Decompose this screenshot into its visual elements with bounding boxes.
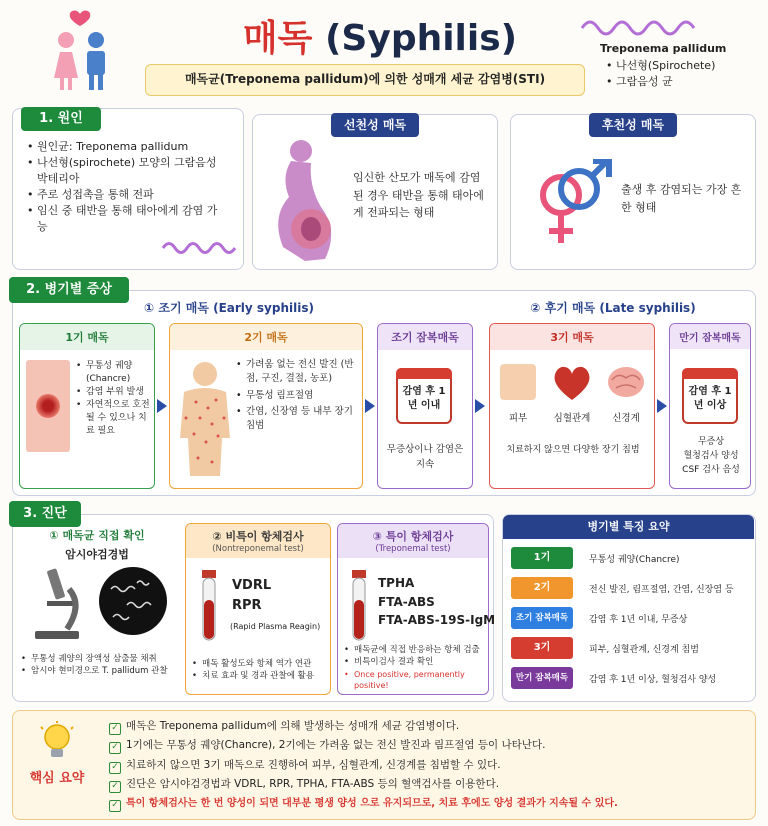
stage-late-latent-list: 무증상 혈청검사 양성 CSF 검사 음성 [682,437,740,475]
direct-subtitle: 암시야검경법 [65,548,129,561]
summary-table [502,514,756,702]
rash-body-icon [178,358,232,478]
stage-primary-item: • 감염 부위 발생 [76,386,154,399]
nontreponemal-tests: VDRL RPR [232,578,272,613]
darkfield-view-icon [97,565,169,637]
congenital-card [252,114,498,270]
couple-icon [44,8,116,92]
blood-tube-icon [198,568,220,644]
cause-item: • 원인균: Treponema pallidum [27,139,227,155]
section-badge-diagnosis: 3. 진단 [9,501,81,527]
diagnosis-card [12,506,496,702]
treponemal-item: • 매독균에 직접 반응하는 항체 검출 [344,644,488,656]
stage-late-latent [669,323,751,489]
arrow-right-icon [157,399,167,413]
stage-secondary-item: • 간염, 신장염 등 내부 장기 침범 [236,405,360,433]
calendar-icon: 감염 후 1년 이상 [682,368,738,424]
checkbox-icon: ✓ [109,781,121,793]
page-title: 매독 (Syphilis) [242,18,518,59]
direct-title: ① 매독균 직접 확인 [49,529,145,542]
microscope-icon [27,565,87,641]
arrow-right-icon [657,399,667,413]
stage-early-latent-title: 조기 잠복매독 [378,324,472,350]
summary-row: 조기 잠복매독 감염 후 1년 이내, 무증상 [511,607,749,631]
key-summary-item: ✓ 매독은 Treponema pallidum에 의해 발생하는 성매개 세균 감염병이다. [109,717,749,736]
nontreponemal-panel [185,523,331,695]
key-summary [12,710,756,820]
stage-secondary-item: • 가려움 없는 전신 발진 (반점, 구진, 결절, 농포) [236,358,360,386]
stage-late-latent-title: 만기 잠복매독 [670,324,750,349]
spirochete-icon [161,237,239,259]
stage-tertiary-title: 3기 매독 [490,324,654,350]
blood-tube-icon [348,568,370,644]
stage-early-latent [377,323,473,489]
heart-organ-icon [552,362,592,402]
treponemal-highlight: • Once positive, permanently positive! [344,669,488,692]
stage-tertiary [489,323,655,489]
key-summary-item: ✓ 1기에는 무통성 궤양(Chancre), 2기에는 가려움 없는 전신 발진과 림프절염 등이 나타난다. [109,736,749,755]
congenital-text: 임신한 산모가 매독에 감염된 경우 태반을 통해 태아에게 전파되는 형태 [353,171,484,220]
acquired-card [510,114,756,270]
stage-primary-title: 1기 매독 [20,324,154,350]
checkbox-icon: ✓ [109,762,121,774]
organism-trait: • 나선형(Spirochete) [606,58,726,74]
lightbulb-icon [39,721,75,761]
spirochete-icon [580,14,700,40]
chancre-image [26,360,70,452]
rpr-note: (Rapid Plasma Reagin) [230,622,321,631]
organ-label: 피부 [508,413,528,424]
treponemal-item: • 비특이검사 결과 확인 [344,656,488,668]
checkbox-icon: ✓ [109,723,121,735]
stage-secondary-item: • 무통성 림프절염 [236,389,360,403]
key-summary-item: ✓ 치료하지 않으면 3기 매독으로 진행하여 피부, 심혈관계, 신경계를 침범할 수 있다. [109,756,749,775]
skin-icon [500,364,536,400]
late-syphilis-title: ② 후기 매독 (Late syphilis) [530,301,696,315]
organ-label: 심혈관계 [553,413,591,424]
key-summary-item: ✓ 특이 항체검사는 한 번 양성이 되면 대부분 평생 양성 으로 유지되므로, 치료 후에도 양성 결과가 지속될 수 있다. [109,795,749,814]
direct-detection [17,527,177,562]
congenital-title: 선천성 매독 [331,113,419,137]
acquired-title: 후천성 매독 [589,113,677,137]
subtitle-banner: 매독균(Treponema pallidum)에 의한 성매개 세균 감염병(STI) [145,64,585,96]
calendar-icon: 감염 후 1년 이내 [396,368,452,424]
early-syphilis-title: ① 조기 매독 (Early syphilis) [144,301,314,315]
arrow-right-icon [475,399,485,413]
cause-item: • 임신 중 태반을 통해 태아에게 감염 가능 [27,203,227,235]
summary-row: 만기 잠복매독 감염 후 1년 이상, 혈청검사 양성 [511,667,749,691]
checkbox-icon: ✓ [109,800,121,812]
pregnant-woman-icon [265,137,345,265]
arrow-right-icon [365,399,375,413]
nontreponemal-item: • 치료 효과 및 경과 관찰에 활용 [192,670,332,682]
summary-row: 2기 전신 발진, 림프절염, 간염, 신장염 등 [511,577,749,601]
checkbox-icon: ✓ [109,742,121,754]
direct-item: • 무통성 궤양의 장액성 삼출물 채취 [21,653,183,665]
brain-icon [606,364,646,400]
direct-item: • 암시야 현미경으로 T. pallidum 관찰 [21,665,183,677]
treponemal-tests: TPHA FTA-ABS FTA-ABS-19S-IgM [378,576,496,628]
cause-item: • 주로 성접촉을 통해 전파 [27,187,227,203]
stages-card [12,282,756,496]
stage-secondary [169,323,363,489]
section-badge-stages: 2. 병기별 증상 [9,277,129,303]
acquired-text: 출생 후 감염되는 가장 흔한 형태 [621,183,742,214]
summary-row: 3기 피부, 심혈관계, 신경계 침범 [511,637,749,661]
stage-primary [19,323,155,489]
stage-primary-item: • 자연적으로 호전될 수 있으나 치료 필요 [76,399,154,438]
organ-label: 신경계 [612,413,640,424]
key-summary-list [109,717,749,813]
stage-early-latent-text: 무증상이나 감염은 지속 [386,444,464,471]
summary-table-title: 병기별 특징 요약 [503,515,754,539]
summary-row: 1기 무통성 궤양(Chancre) [511,547,749,571]
treponemal-subtitle: (Treponemal test) [375,544,451,554]
organism-trait: • 그람음성 균 [606,74,726,90]
stage-secondary-title: 2기 매독 [170,324,362,350]
treponemal-title: ③ 특이 항체검사 [372,530,454,543]
cause-item: • 나선형(spirochete) 모양의 그람음성 박테리아 [27,155,227,187]
nontreponemal-subtitle: (Nontreponemal test) [212,544,304,554]
key-summary-label: 핵심 요약 [29,771,85,786]
key-summary-item: ✓ 진단은 암시야검경법과 VDRL, RPR, TPHA, FTA-ABS 등의 혈액검사를 이용한다. [109,775,749,794]
nontreponemal-title: ② 비특이 항체검사 [212,530,304,543]
stage-primary-item: • 무통성 궤양 (Chancre) [76,360,154,386]
organism-info: Treponema pallidum • 나선형(Spirochete) • 그람음성 균 [600,42,726,90]
nontreponemal-item: • 매독 활성도와 항체 역가 연관 [192,658,332,670]
section-badge-cause: 1. 원인 [21,107,101,131]
treponemal-panel [337,523,496,695]
stage-tertiary-text: 치료하지 않으면 다양한 장기 침범 [506,445,640,455]
cause-card [12,108,244,270]
gender-symbols-icon [533,159,613,247]
